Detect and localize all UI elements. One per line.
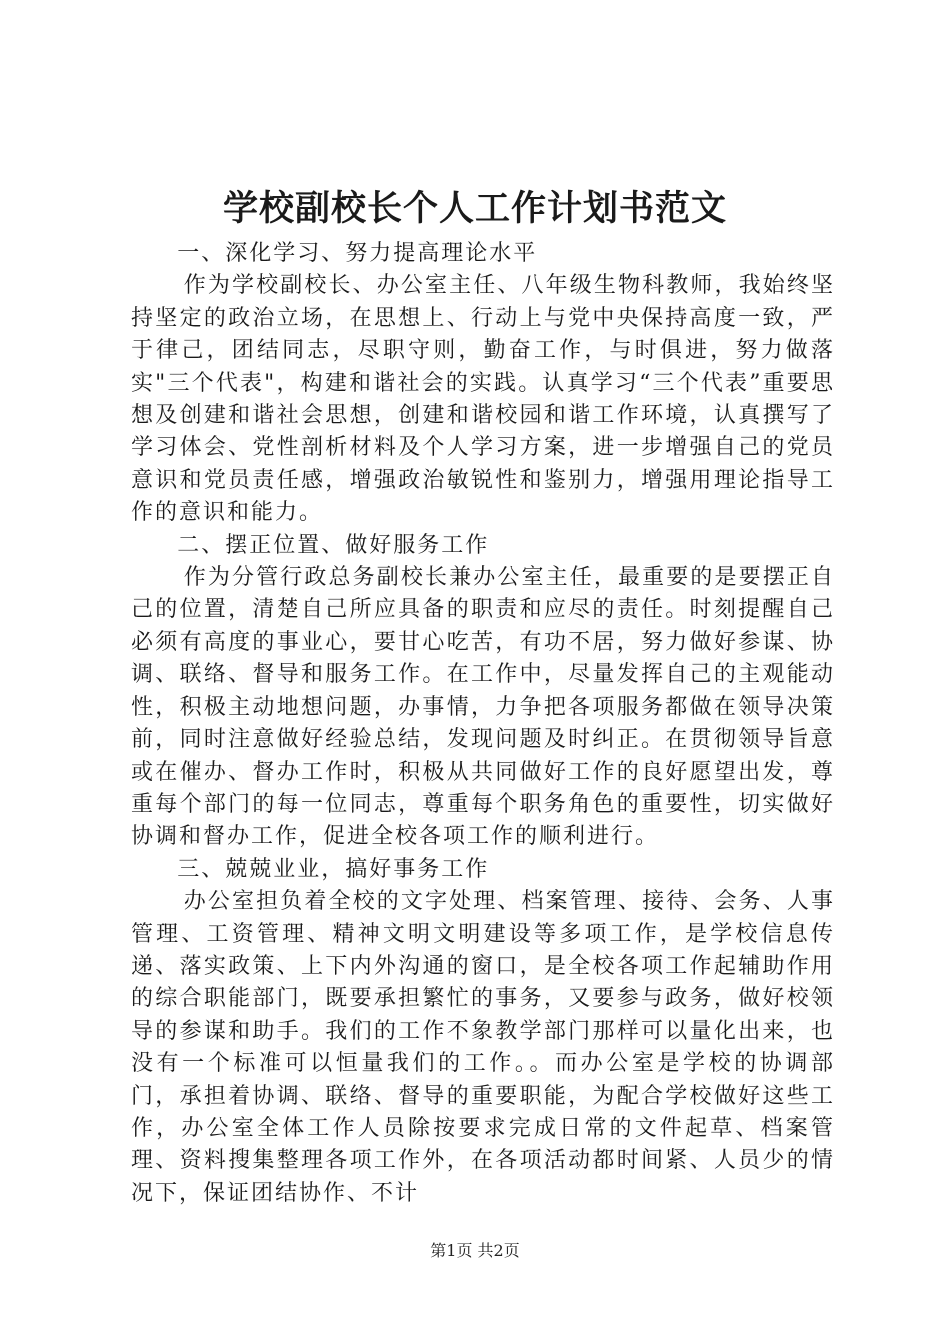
page-footer: 第1页 共2页	[430, 1241, 520, 1260]
section-paragraph-2: 作为分管行政总务副校长兼办公室主任，最重要的是要摆正自己的位置，清楚自己所应具备的职责和应尽的责任。时刻提醒自己必须有高度的事业心，要甘心吃苦，有功不居，努力做好参谋、协调、联络、督导和服务工作。在工作中，尽量发挥自己的主观能动性，积极主动地想问题，办事情，力争把各项服务都做在领导决策前，同时注意做好经验总结，发现问题及时纠正。在贯彻领导旨意或在催办、督办工作时，积极从共同做好工作的良好愿望出发，尊重每个部门的每一位同志，尊重每个职务角色的重要性，切实做好协调和督办工作，促进全校各项工作的顺利进行。	[131, 565, 835, 850]
section-heading-3: 三、兢兢业业，搞好事务工作	[177, 856, 490, 882]
section-heading-2: 二、摆正位置、做好服务工作	[177, 532, 490, 558]
section-heading-1: 一、深化学习、努力提高理论水平	[177, 241, 538, 266]
document-title: 学校副校长个人工作计划书范文	[222, 188, 727, 229]
section-paragraph-3: 办公室担负着全校的文字处理、档案管理、接待、会务、人事管理、工资管理、精神文明文明建设等多项工作，是学校信息传递、落实政策、上下内外沟通的窗口，是全校各项工作起辅助作用的综合职能部门，既要承担繁忙的事务，又要参与政务，做好校领导的参谋和助手。我们的工作不象教学部门那样可以量化出来，也没有一个标准可以恒量我们的工作。。而办公室是学校的协调部门，承担着协调、联络、督导的重要职能，为配合学校做好这些工作，办公室全体工作人员除按要求完成日常的文件起草、档案管理、资料搜集整理各项工作外，在各项活动都时间紧、人员少的情况下，保证团结协作、不计	[131, 889, 835, 1206]
document-body	[131, 238, 835, 1210]
section-paragraph-1: 作为学校副校长、办公室主任、八年级生物科教师，我始终坚持坚定的政治立场，在思想上、行动上与党中央保持高度一致，严于律己，团结同志，尽职守则，勤奋工作，与时俱进，努力做落实"三个代表"，构建和谐社会的实践。认真学习“三个代表”重要思想及创建和谐社会思想，创建和谐校园和谐工作环境，认真撰写了学习体会、党性剖析材料及个人学习方案，进一步增强自己的党员意识和党员责任感，增强政治敏锐性和鉴别力，增强用理论指导工作的意识和能力。	[131, 273, 835, 526]
